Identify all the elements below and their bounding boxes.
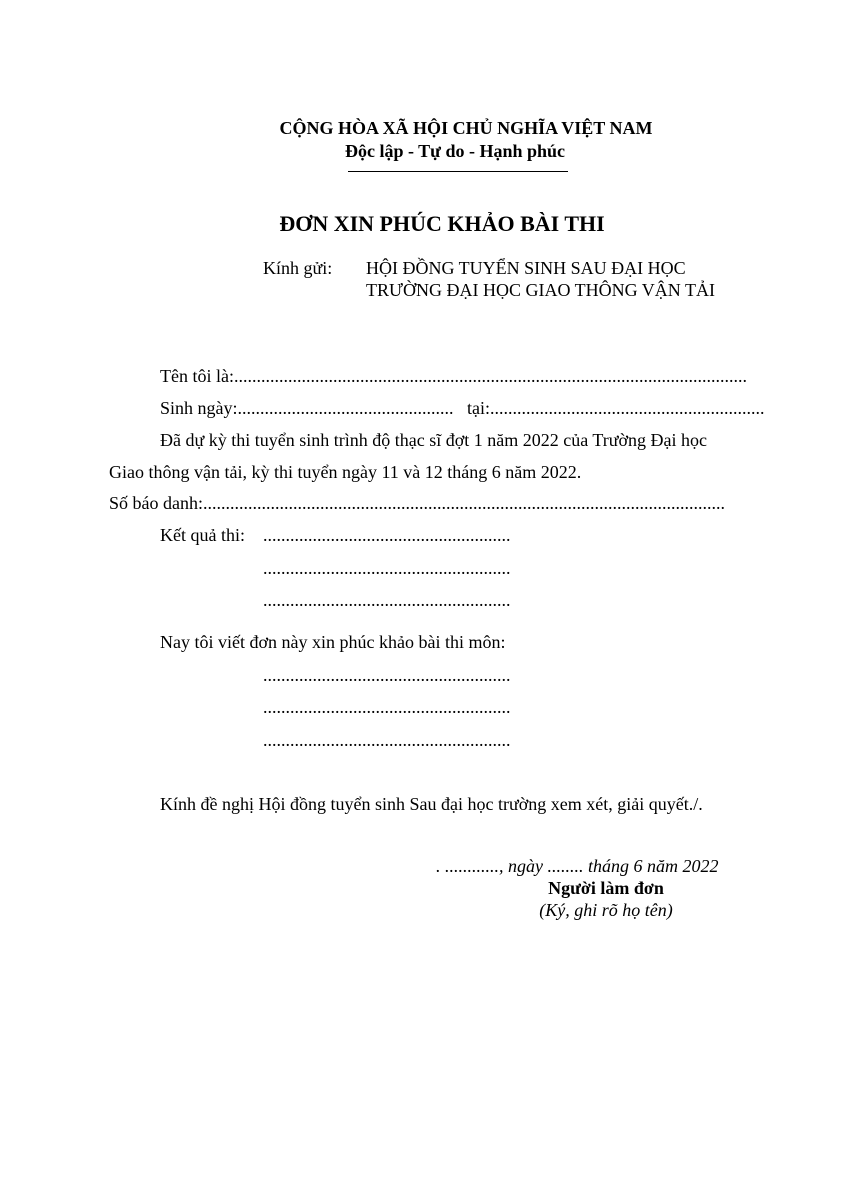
request-label: Nay tôi viết đơn này xin phúc khảo bài thi môn: [160,632,506,652]
signature-date-line: . ............, ngày ........ tháng 6 năm 2022 [436,856,719,876]
exam-text-line-2: Giao thông vận tải, kỳ thi tuyển ngày 11 và 12 tháng 6 năm 2022. [109,462,582,482]
result-blank-1: ....................................................... [263,525,511,545]
recipient-line-2: TRƯỜNG ĐẠI HỌC GIAO THÔNG VẬN TẢI [366,280,715,300]
subject-blank-1: ....................................................... [263,665,511,685]
motto-underline [348,171,568,172]
signature-note: (Ký, ghi rõ họ tên) [539,900,673,920]
closing-request: Kính đề nghị Hội đồng tuyển sinh Sau đại học trường xem xét, giải quyết./. [160,794,703,814]
document-title: ĐƠN XIN PHÚC KHẢO BÀI THI [279,211,605,236]
recipient-line-1: HỘI ĐỒNG TUYỂN SINH SAU ĐẠI HỌC [366,258,686,278]
signer-label: Người làm đơn [548,878,664,898]
name-line: Tên tôi là:.................................................................................................................. [160,366,747,386]
result-blank-2: ....................................................... [263,558,511,578]
national-motto: Độc lập - Tự do - Hạnh phúc [344,141,566,161]
exam-text-line-1: Đã dự kỳ thi tuyển sinh trình độ thạc sĩ đợt 1 năm 2022 của Trường Đại học [160,430,707,450]
country-name: CỘNG HÒA XÃ HỘI CHỦ NGHĨA VIỆT NAM [279,118,653,138]
result-blank-3: ....................................................... [263,590,511,610]
subject-blank-3: ....................................................... [263,730,511,750]
recipient-label: Kính gửi: [263,258,333,278]
candidate-number-line: Số báo danh:.................................................................................................................... [109,493,725,513]
dob-line: Sinh ngày:................................................ [160,398,454,418]
result-label: Kết quả thi: [160,525,245,545]
subject-blank-2: ....................................................... [263,697,511,717]
birthplace-line: tại:............................................................. [467,398,765,418]
